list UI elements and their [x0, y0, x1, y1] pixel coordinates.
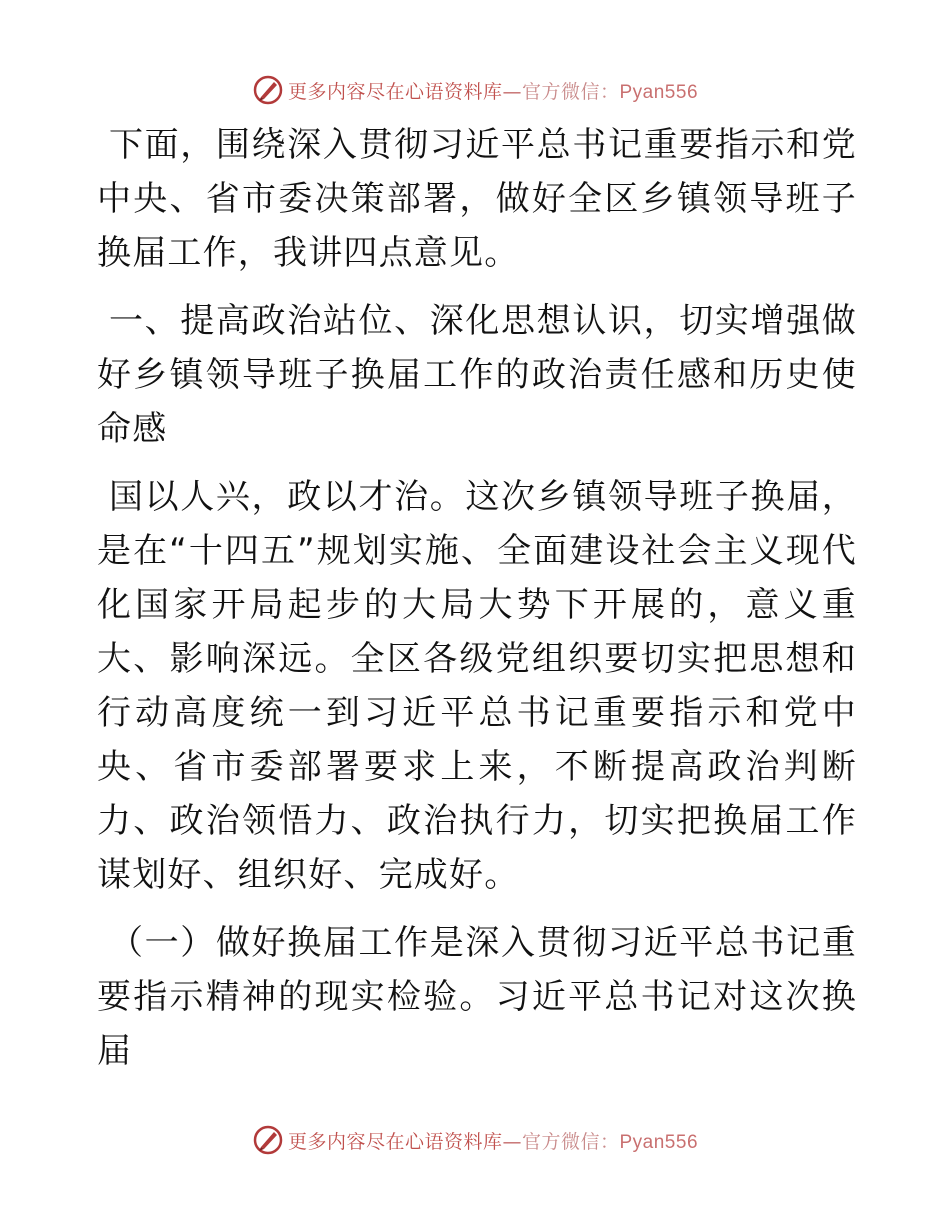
quill-pen-logo-icon [252, 74, 284, 106]
watermark-text [288, 1127, 698, 1154]
watermark-text [288, 77, 698, 104]
watermark-lead-text: 更多内容尽在心语资料库 [287, 80, 503, 103]
watermark-wechat-label: 官方微信： [521, 1130, 620, 1153]
paragraph-intro: 下面，围绕深入贯彻习近平总书记重要指示和党中央、省市委决策部署，做好全区乡镇领导班子换届工作，我讲四点意见。 [97, 125, 857, 273]
watermark-wechat-id: Pyan556 [619, 1131, 699, 1153]
watermark-dash: — [502, 80, 522, 103]
section-heading-1: 一、提高政治站位、深化思想认识，切实增强做好乡镇领导班子换届工作的政治责任感和历史使命感 [97, 301, 857, 449]
watermark-dash: — [502, 1130, 522, 1153]
watermark-wechat-label: 官方微信： [521, 80, 620, 103]
watermark-lead-text: 更多内容尽在心语资料库 [287, 1130, 503, 1153]
header-watermark [0, 72, 950, 108]
watermark-wechat-id: Pyan556 [619, 81, 699, 103]
footer-watermark [0, 1122, 950, 1158]
paragraph-body: 国以人兴，政以才治。这次乡镇领导班子换届，是在“十四五”规划实施、全面建设社会主义现代化国家开局起步的大局大势下开展的，意义重大、影响深远。全区各级党组织要切实把思想和行动高度统一到习近平总书记重要指示和党中央、省市委部署要求上来，不断提高政治判断力、政治领悟力、政治执行力，切实把换届工作谋划好、组织好、完成好。 [97, 477, 857, 895]
quill-pen-logo-icon [252, 1124, 284, 1156]
subsection-heading-1: （一）做好换届工作是深入贯彻习近平总书记重要指示精神的现实检验。习近平总书记对这次换届 [97, 923, 857, 1071]
document-body [97, 118, 857, 1092]
